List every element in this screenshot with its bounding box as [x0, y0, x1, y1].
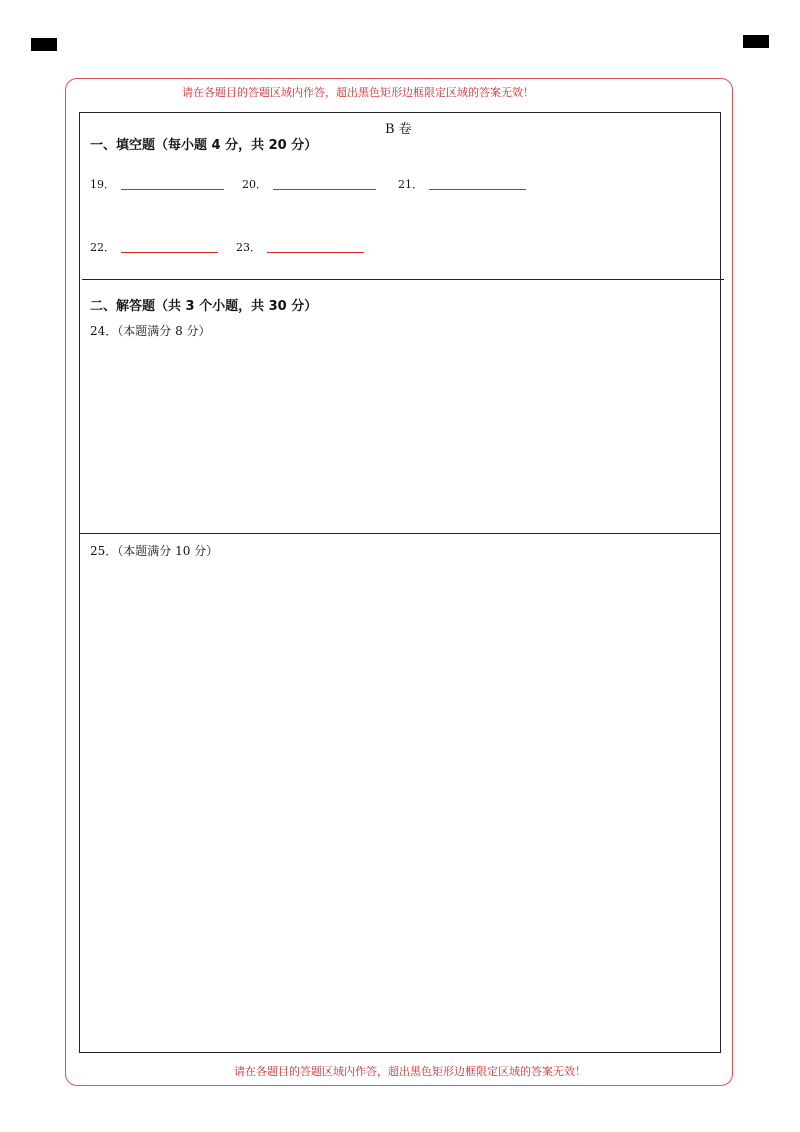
blank-item-20 — [242, 176, 376, 192]
paper-title: B 卷 — [385, 122, 412, 137]
answer-blank-line[interactable] — [121, 189, 224, 190]
section-title-fill-blank: 一、填空题（每小题 4 分，共 20 分） — [90, 138, 318, 153]
question-25-label: 25．（本题满分 10 分） — [90, 544, 219, 558]
blank-number: 23． — [236, 241, 261, 254]
section-divider — [82, 279, 724, 280]
blank-item-22 — [90, 239, 218, 255]
section-title-solutions: 二、解答题（共 3 个小题，共 30 分） — [90, 299, 318, 314]
blank-number: 19． — [90, 178, 115, 191]
warning-notice-top: 请在各题目的答题区域内作答，超出黑色矩形边框限定区域的答案无效！ — [182, 86, 534, 99]
answer-blank-line[interactable] — [121, 252, 218, 253]
answer-blank-line[interactable] — [273, 189, 376, 190]
question-24-label: 24．（本题满分 8 分） — [90, 324, 211, 338]
question-divider — [79, 533, 721, 534]
answer-blank-line[interactable] — [267, 252, 364, 253]
blank-item-19 — [90, 176, 224, 192]
answer-blank-line[interactable] — [429, 189, 526, 190]
blank-item-23 — [236, 239, 364, 255]
alignment-marker-right — [743, 35, 769, 48]
blank-number: 20． — [242, 178, 267, 191]
warning-notice-bottom: 请在各题目的答题区域内作答，超出黑色矩形边框限定区域的答案无效！ — [234, 1065, 586, 1078]
alignment-marker-left — [31, 38, 57, 51]
blank-number: 21． — [398, 178, 423, 191]
blank-item-21 — [398, 176, 526, 192]
blank-number: 22． — [90, 241, 115, 254]
